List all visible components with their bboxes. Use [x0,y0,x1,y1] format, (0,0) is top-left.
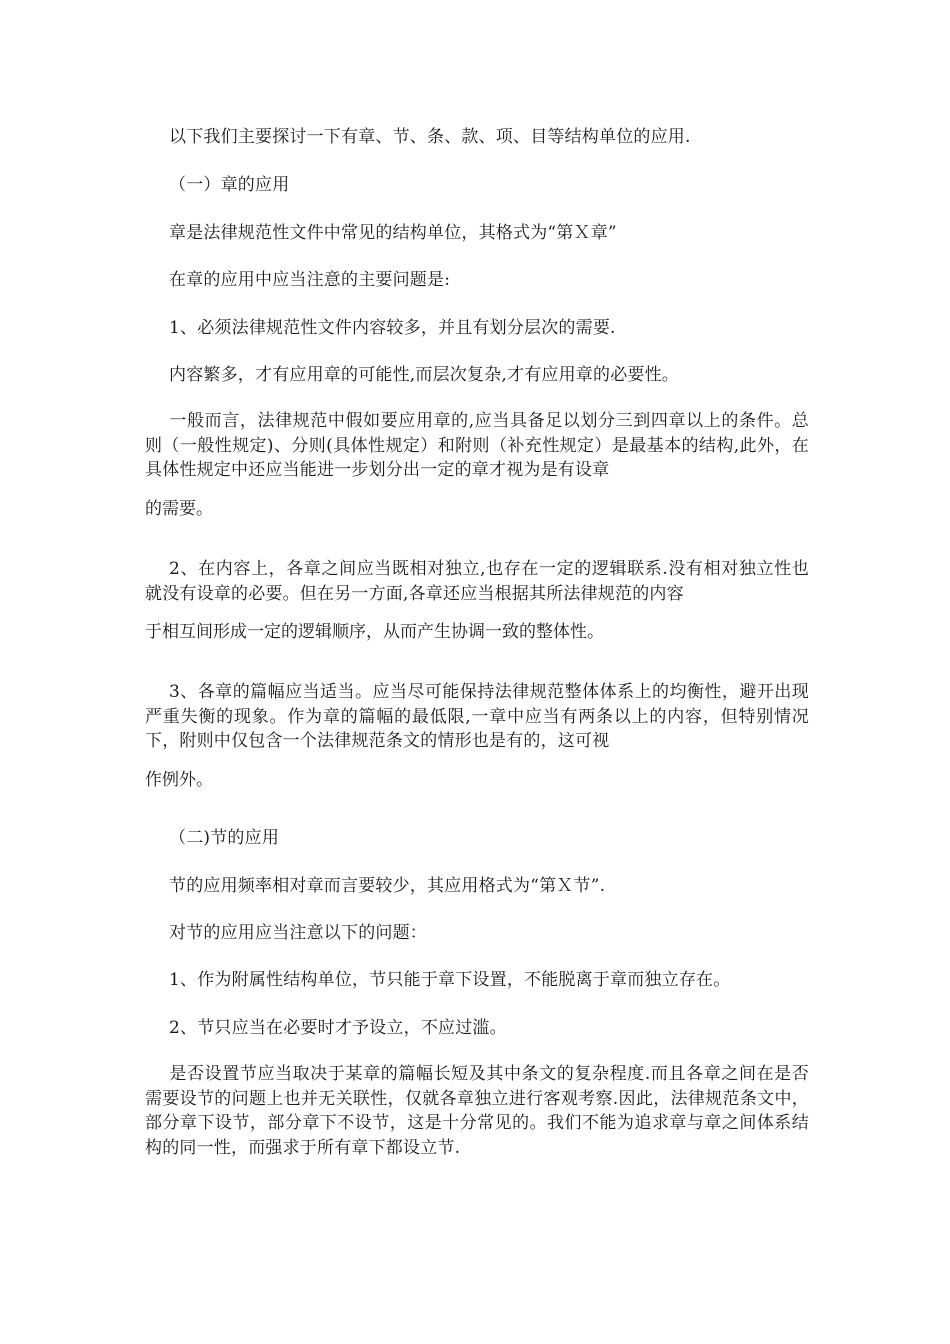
intro-paragraph: 以下我们主要探讨一下有章、节、条、款、项、目等结构单位的应用. [169,127,691,147]
section-paragraph-3: 1、作为附属性结构单位，节只能于章下设置，不能脱离于章而独立存在。 [169,970,731,990]
chapter-paragraph-1: 章是法律规范性文件中常见的结构单位，其格式为“第Ｘ章” [169,223,617,243]
chapter-paragraph-5-tail: 的需要。 [145,499,213,519]
chapter-paragraph-3: 1、必须法律规范性文件内容较多，并且有划分层次的需要. [169,318,616,338]
chapter-paragraph-7-tail: 作例外。 [145,770,213,790]
chapter-paragraph-5 [145,409,809,483]
chapter-paragraph-6 [145,557,809,606]
section-heading-chapter: （一）章的应用 [169,175,290,195]
section-paragraph-1: 节的应用频率相对章而言要较少，其应用格式为“第Ｘ节”. [169,876,606,896]
section-paragraph-5 [145,1062,809,1160]
chapter-paragraph-4: 内容繁多，才有应用章的可能性,而层次复杂,才有应用章的必要性。 [169,365,680,385]
chapter-paragraph-6-tail: 于相互间形成一定的逻辑顺序，从而产生协调一致的整体性。 [145,622,604,642]
section-paragraph-5-text: 是否设置节应当取决于某章的篇幅长短及其中条文的复杂程度.而且各章之间在是否需要设节的问题上也并无关联性，仅就各章独立进行客观考察.因此，法律规范条文中，部分章下设节，部分章下不设节，这是十分常见的。我们不能为追求章与章之间体系结构的同一性，而强求于所有章下都设立节. [145,1064,809,1158]
section-paragraph-2: 对节的应用应当注意以下的问题： [169,923,427,943]
chapter-paragraph-7-text: 3、各章的篇幅应当适当。应当尽可能保持法律规范整体体系上的均衡性，避开出现严重失衡的现象。作为章的篇幅的最低限,一章中应当有两条以上的内容，但特别情况下，附则中仅包含一个法律规范条文的情形也是有的，这可视 [145,682,809,751]
section-paragraph-4: 2、节只应当在必要时才予设立，不应过滥。 [169,1018,507,1038]
chapter-paragraph-7 [145,680,809,754]
section-heading-section: （二)节的应用 [169,828,280,848]
chapter-paragraph-6-text: 2、在内容上，各章之间应当既相对独立,也存在一定的逻辑联系.没有相对独立性也就没有设章的必要。但在另一方面,各章还应当根据其所法律规范的内容 [145,559,809,604]
chapter-paragraph-2: 在章的应用中应当注意的主要问题是: [169,270,451,290]
chapter-paragraph-5-text: 一般而言，法律规范中假如要应用章的,应当具备足以划分三到四章以上的条件。总则（一般性规定)、分则(具体性规定）和附则（补充性规定）是最基本的结构,此外，在具体性规定中还应当能进一步划分出一定的章才视为是有设章 [145,411,809,480]
